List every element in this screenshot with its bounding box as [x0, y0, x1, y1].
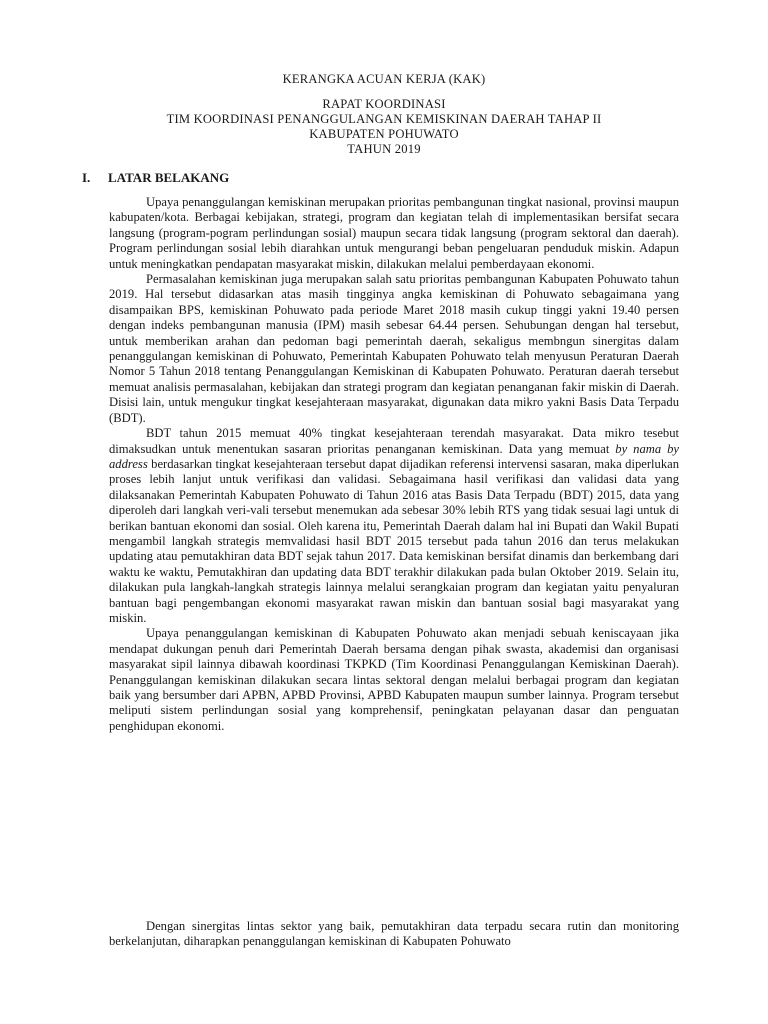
bottom-section	[109, 919, 679, 950]
section-number: I.	[82, 170, 91, 185]
paragraph-3-part-2: berdasarkan tingkat kesejahteraan tersebut dapat dijadikan referensi intervensi sasaran, maka diperlukan proses lebih lanjut untuk verifikasi dan validasi. Sebagaimana hasil verifikasi dan validasi data yang dilaksanakan Pemerintah Kabupaten Pohuwato di Tahun 2016 atas Basis Data Terpadu (BDT) 2015, data yang diperoleh dari langkah veri-vali tersebut menemukan ada sebesar 30% lebih RTS yang tidak sesuai lagi untuk di berikan bantuan ekonomi dan sosial. Oleh karena itu, Pemerintah Daerah dalam hal ini Bupati dan Wakil Bupati mengambil langkah strategis memvalidasi hasil BDT 2015 tersebut pada tahun 2016 dan terus melakukan updating atau pemutakhiran data BDT sejak tahun 2017. Data kemiskinan bersifat dinamis dan berkembang dari waktu ke waktu, Pemutakhiran dan updating data BDT terakhir dilakukan pada bulan Oktober 2019. Selain itu, dilakukan pula langkah-langkah strategis lainnya melalui serangkaian program dan kegiatan yaitu penyaluran bantuan bagi pengembangan ekonomi masyarakat rawan miskin dan bantuan sosial bagi masyarakat yang miskin.	[109, 456, 679, 625]
paragraph-3-part-1: BDT tahun 2015 memuat 40% tingkat kesejahteraan terendah masyarakat. Data mikro tesebut dimaksudkan untuk menentukan sasaran prioritas penanganan kemiskinan. Data yang memuat	[109, 426, 679, 456]
paragraph-4: Upaya penanggulangan kemiskinan di Kabupaten Pohuwato akan menjadi sebuah keniscayaan jika mendapat dukungan penuh dari Pemerintah Daerah bersama dengan pihak swasta, akademisi dan organisasi masyarakat sipil lainnya dibawah koordinasi TKPKD (Tim Koordinasi Penanggulangan Kemiskinan Daerah). Penanggulangan kemiskinan dilakukan secara lintas sektoral dengan melalui berbagai program dan kegiatan baik yang bersumber dari APBN, APBD Provinsi, APBD Kabupaten maupun sumber lainnya. Program tersebut meliputi sistem perlindungan sosial yang komprehensif, peningkatan pelayanan dasar dan penguatan penghidupan ekonomi.	[109, 626, 679, 733]
title-line-3: KABUPATEN POHUWATO	[309, 127, 459, 141]
section-title: LATAR BELAKANG	[108, 170, 230, 185]
title-line-1: RAPAT KOORDINASI	[322, 97, 446, 111]
paragraph-1: Upaya penanggulangan kemiskinan merupakan prioritas pembangunan tingkat nasional, provinsi maupun kabupaten/kota. Berbagai kebijakan, strategi, program dan kegiatan telah di implementasikan bersifat secara langsung (program-pogram perlindungan sosial) maupun secara tidak langsung (program sektoral dan daerah). Program perlindungan sosial lebih diarahkan untuk mengurangi beban pengeluaran penduduk miskin. Adapun untuk meningkatkan pendapatan masyarakat miskin, dilakukan melalui pemberdayaan ekonomi.	[109, 195, 679, 271]
title-line-2: TIM KOORDINASI PENANGGULANGAN KEMISKINAN DAERAH TAHAP II	[166, 112, 602, 126]
paragraph-2: Permasalahan kemiskinan juga merupakan salah satu prioritas pembangunan Kabupaten Pohuwato tahun 2019. Hal tersebut didasarkan atas masih tingginya angka kemiskinan di Pohuwato sebagaimana yang disampaikan BPS, kemiskinan Pohuwato pada periode Maret 2018 masih cukup tinggi yakni 19.40 persen dengan indeks pembangunan manusia (IPM) masih sebesar 64.44 persen. Sehubungan dengan hal tersebut, untuk memberikan arahan dan pedoman bagi pemerintah daerah, sekaligus membngun sinergitas dalam penanggulangan kemiskinan di Pohuwato, Pemerintah Kabupaten Pohuwato telah menyusun Peraturan Daerah Nomor 5 Tahun 2018 tentang Penanggulangan Kemiskinan di Kabupaten Pohuwato. Peraturan daerah tersebut memuat analisis permasalahan, kebijakan dan strategi program dan kegiatan penanganan fakir miskin di Daerah. Disisi lain, untuk mengukur tingkat kesejahteraan masyarakat, digunakan data mikro yakni Basis Data Terpadu (BDT).	[109, 272, 679, 425]
section-body	[109, 195, 679, 734]
title-line-4: TAHUN 2019	[347, 142, 421, 156]
paragraph-3-italic: by nama by address	[109, 441, 679, 471]
paragraph-5: Dengan sinergitas lintas sektor yang baik, pemutakhiran data terpadu secara rutin dan monitoring berkelanjutan, diharapkan penanggulangan kemiskinan di Kabupaten Pohuwato	[109, 919, 679, 949]
paragraph-3	[109, 426, 679, 626]
section-heading	[82, 170, 229, 186]
document-title: KERANGKA ACUAN KERJA (KAK)	[282, 72, 486, 86]
